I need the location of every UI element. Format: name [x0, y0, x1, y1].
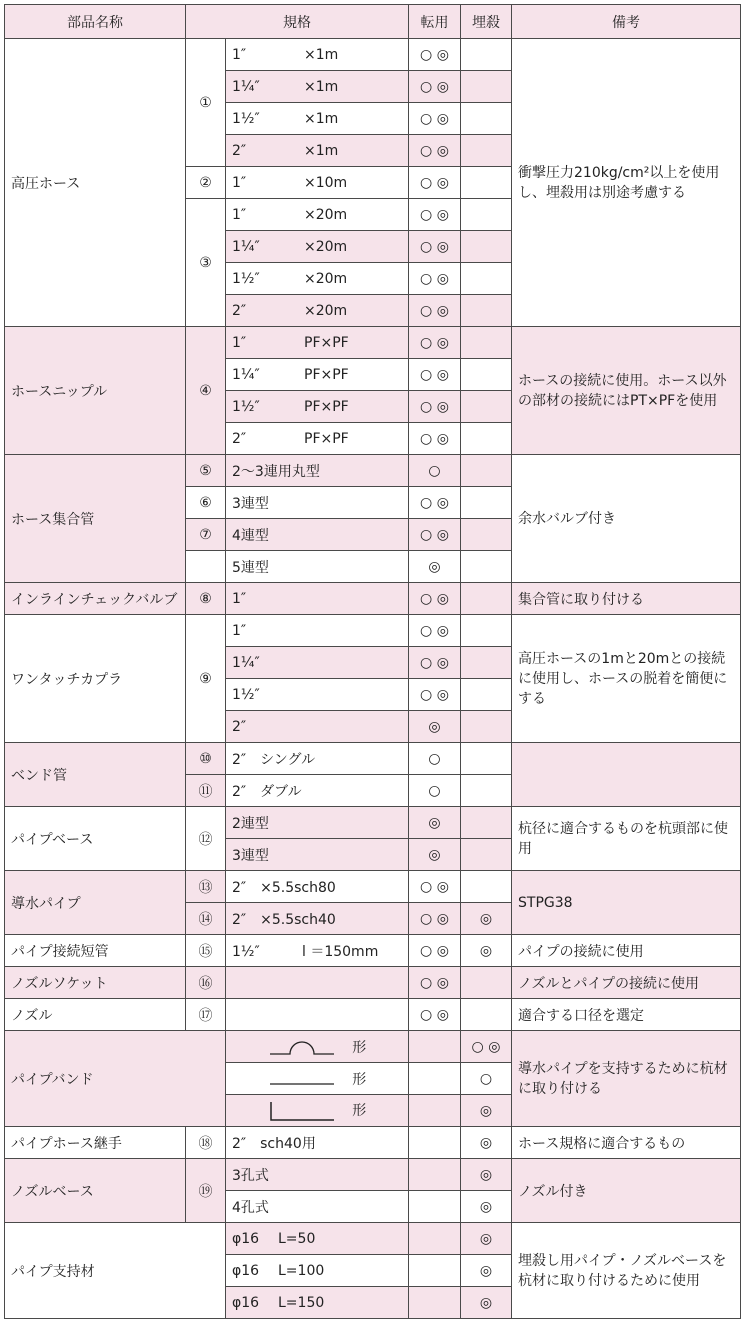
reuse-cell: ○ ◎: [409, 423, 461, 455]
spec-cell: 2″ シングル: [226, 743, 409, 775]
table-row: [5, 807, 741, 839]
part-number: ⑮: [186, 935, 226, 967]
reuse-cell: ○ ◎: [409, 999, 461, 1031]
bury-cell: [461, 743, 512, 775]
header-row: [5, 5, 741, 39]
part-number: ④: [186, 327, 226, 455]
table-row: [5, 1031, 741, 1063]
bury-cell: ◎: [461, 1159, 512, 1191]
part-number: ⑫: [186, 807, 226, 871]
part-name-pipe-support: パイプ支持材: [5, 1223, 226, 1319]
angle-band-shape-icon: [268, 1100, 336, 1122]
part-number: ⑬: [186, 871, 226, 903]
reuse-cell: ○ ◎: [409, 295, 461, 327]
part-number: ⑦: [186, 519, 226, 551]
spec-cell: 2連型: [226, 807, 409, 839]
reuse-cell: ◎: [409, 839, 461, 871]
spec-cell: 2″ ×5.5sch40: [226, 903, 409, 935]
part-name-bend: ベンド管: [5, 743, 186, 807]
reuse-cell: ○ ◎: [409, 103, 461, 135]
part-name-hose-manifold: ホース集合管: [5, 455, 186, 583]
part-name-hose-joint: パイプホース継手: [5, 1127, 186, 1159]
bury-cell: ◎: [461, 1255, 512, 1287]
bury-cell: ◎: [461, 1095, 512, 1127]
bury-cell: [461, 967, 512, 999]
table-row: [5, 327, 741, 359]
reuse-cell: ○: [409, 455, 461, 487]
part-name-nozzle: ノズル: [5, 999, 186, 1031]
reuse-cell: [409, 1223, 461, 1255]
reuse-cell: ○ ◎: [409, 231, 461, 263]
spec-cell: 1″ ×20m: [226, 199, 409, 231]
bury-cell: [461, 519, 512, 551]
spec-cell: 3連型: [226, 839, 409, 871]
part-name-pipe-base: パイプベース: [5, 807, 186, 871]
reuse-cell: ○ ◎: [409, 39, 461, 71]
reuse-cell: ○ ◎: [409, 199, 461, 231]
spec-cell: 2″ PF×PF: [226, 423, 409, 455]
bury-cell: [461, 551, 512, 583]
remark-short-pipe: パイプの接続に使用: [512, 935, 741, 967]
reuse-cell: ○ ◎: [409, 647, 461, 679]
spec-cell: 形: [226, 1063, 409, 1095]
spec-cell: 1¼″ ×20m: [226, 231, 409, 263]
spec-cell: 1½″ PF×PF: [226, 391, 409, 423]
remark-coupler: 高圧ホースの1mと20mとの接続に使用し、ホースの脱着を簡便にする: [512, 615, 741, 743]
reuse-cell: [409, 1287, 461, 1319]
arch-band-shape-icon: [268, 1040, 336, 1056]
part-number: ⑲: [186, 1159, 226, 1223]
spec-cell: [226, 967, 409, 999]
flat-band-shape-icon: [268, 1072, 336, 1088]
spec-cell: 2″ ×5.5sch80: [226, 871, 409, 903]
remark-nozzle: 適合する口径を選定: [512, 999, 741, 1031]
parts-table: [4, 4, 741, 1319]
table-row: [5, 871, 741, 903]
bury-cell: [461, 839, 512, 871]
bury-cell: [461, 295, 512, 327]
remark-pipe-support: 埋殺し用パイプ・ノズルベースを杭材に取り付けるために使用: [512, 1223, 741, 1319]
part-number: ①: [186, 39, 226, 167]
bury-cell: ◎: [461, 1127, 512, 1159]
remark-check-valve: 集合管に取り付ける: [512, 583, 741, 615]
bury-cell: ◎: [461, 1287, 512, 1319]
part-number: ⑱: [186, 1127, 226, 1159]
spec-cell: 1″ ×1m: [226, 39, 409, 71]
spec-cell: 1″ PF×PF: [226, 327, 409, 359]
table-row: [5, 935, 741, 967]
part-name-drain-pipe: 導水パイプ: [5, 871, 186, 935]
bury-cell: [461, 103, 512, 135]
reuse-cell: ○ ◎: [409, 679, 461, 711]
spec-cell: φ16 L=150: [226, 1287, 409, 1319]
part-name-hose-nipple: ホースニップル: [5, 327, 186, 455]
header-bury: 埋殺: [461, 5, 512, 39]
bury-cell: [461, 231, 512, 263]
spec-cell: 1¼″ ×1m: [226, 71, 409, 103]
remark-hose-manifold: 余水バルブ付き: [512, 455, 741, 583]
spec-cell: 2″ ×20m: [226, 295, 409, 327]
spec-cell: 3連型: [226, 487, 409, 519]
part-name-nozzle-base: ノズルベース: [5, 1159, 186, 1223]
part-number: ②: [186, 167, 226, 199]
bury-cell: [461, 135, 512, 167]
spec-cell: 3孔式: [226, 1159, 409, 1191]
bury-cell: [461, 423, 512, 455]
bury-cell: ◎: [461, 935, 512, 967]
table-row: [5, 999, 741, 1031]
remark-hose-nipple: ホースの接続に使用。ホース以外の部材の接続にはPT×PFを使用: [512, 327, 741, 455]
bury-cell: ◎: [461, 1223, 512, 1255]
bury-cell: [461, 583, 512, 615]
spec-cell: 4連型: [226, 519, 409, 551]
spec-cell: 形: [226, 1095, 409, 1127]
bury-cell: ○: [461, 1063, 512, 1095]
reuse-cell: ○ ◎: [409, 135, 461, 167]
reuse-cell: ◎: [409, 551, 461, 583]
part-name-high-pressure-hose: 高圧ホース: [5, 39, 186, 327]
spec-cell: 2〜3連用丸型: [226, 455, 409, 487]
spec-cell: 1¼″ PF×PF: [226, 359, 409, 391]
table-row: [5, 743, 741, 775]
spec-cell: 1½″ ×1m: [226, 103, 409, 135]
part-number: ⑧: [186, 583, 226, 615]
part-number: ⑪: [186, 775, 226, 807]
spec-cell: 1″: [226, 583, 409, 615]
reuse-cell: [409, 1191, 461, 1223]
remark-bend: [512, 743, 741, 807]
part-name-pipe-band: パイプバンド: [5, 1031, 226, 1127]
bury-cell: [461, 167, 512, 199]
header-remarks: 備考: [512, 5, 741, 39]
part-number: ⑥: [186, 487, 226, 519]
spec-cell: 2″ ×1m: [226, 135, 409, 167]
bury-cell: ○ ◎: [461, 1031, 512, 1063]
spec-cell: 4孔式: [226, 1191, 409, 1223]
bury-cell: ◎: [461, 1191, 512, 1223]
part-number: ⑩: [186, 743, 226, 775]
header-reuse: 転用: [409, 5, 461, 39]
bury-cell: [461, 711, 512, 743]
part-number: ⑤: [186, 455, 226, 487]
spec-cell: 1½″ ×20m: [226, 263, 409, 295]
table-row: [5, 583, 741, 615]
spec-cell: 1½″ l ＝150mm: [226, 935, 409, 967]
part-name-check-valve: インラインチェックバルブ: [5, 583, 186, 615]
remark-high-pressure-hose: 衝撃圧力210kg/cm²以上を使用し、埋殺用は別途考慮する: [512, 39, 741, 327]
remark-nozzle-socket: ノズルとパイプの接続に使用: [512, 967, 741, 999]
reuse-cell: ○: [409, 743, 461, 775]
reuse-cell: ◎: [409, 807, 461, 839]
spec-cell: 1″ ×10m: [226, 167, 409, 199]
spec-cell: 1″: [226, 615, 409, 647]
reuse-cell: ○ ◎: [409, 391, 461, 423]
reuse-cell: ○ ◎: [409, 615, 461, 647]
reuse-cell: ○ ◎: [409, 487, 461, 519]
reuse-cell: ○ ◎: [409, 71, 461, 103]
bury-cell: [461, 615, 512, 647]
reuse-cell: ◎: [409, 711, 461, 743]
reuse-cell: [409, 1127, 461, 1159]
spec-cell: φ16 L=100: [226, 1255, 409, 1287]
remark-pipe-base: 杭径に適合するものを杭頭部に使用: [512, 807, 741, 871]
bury-cell: [461, 807, 512, 839]
bury-cell: [461, 487, 512, 519]
remark-nozzle-base: ノズル付き: [512, 1159, 741, 1223]
reuse-cell: ○ ◎: [409, 871, 461, 903]
bury-cell: [461, 999, 512, 1031]
reuse-cell: ○ ◎: [409, 583, 461, 615]
bury-cell: [461, 327, 512, 359]
reuse-cell: ○ ◎: [409, 903, 461, 935]
reuse-cell: ○ ◎: [409, 327, 461, 359]
reuse-cell: [409, 1063, 461, 1095]
bury-cell: [461, 679, 512, 711]
part-number: ⑨: [186, 615, 226, 743]
reuse-cell: [409, 1255, 461, 1287]
part-number: ⑯: [186, 967, 226, 999]
header-name: 部品名称: [5, 5, 186, 39]
table-row: [5, 1159, 741, 1191]
reuse-cell: ○: [409, 775, 461, 807]
spec-cell: 1½″: [226, 679, 409, 711]
remark-drain-pipe: STPG38: [512, 871, 741, 935]
bury-cell: [461, 199, 512, 231]
reuse-cell: [409, 1031, 461, 1063]
spec-cell: 2″ ダブル: [226, 775, 409, 807]
spec-cell: φ16 L=50: [226, 1223, 409, 1255]
bury-cell: [461, 871, 512, 903]
table-row: [5, 615, 741, 647]
remark-hose-joint: ホース規格に適合するもの: [512, 1127, 741, 1159]
spec-cell: [226, 999, 409, 1031]
spec-cell: 2″: [226, 711, 409, 743]
part-name-nozzle-socket: ノズルソケット: [5, 967, 186, 999]
part-number: [186, 551, 226, 583]
bury-cell: [461, 71, 512, 103]
bury-cell: [461, 455, 512, 487]
part-number: ⑰: [186, 999, 226, 1031]
reuse-cell: ○ ◎: [409, 935, 461, 967]
spec-cell: 1¼″: [226, 647, 409, 679]
bury-cell: [461, 775, 512, 807]
reuse-cell: ○ ◎: [409, 967, 461, 999]
reuse-cell: ○ ◎: [409, 519, 461, 551]
bury-cell: [461, 391, 512, 423]
table-row: [5, 455, 741, 487]
bury-cell: ◎: [461, 903, 512, 935]
part-number: ③: [186, 199, 226, 327]
part-name-short-pipe: パイプ接続短管: [5, 935, 186, 967]
bury-cell: [461, 359, 512, 391]
header-spec: 規格: [186, 5, 409, 39]
reuse-cell: [409, 1095, 461, 1127]
part-number: ⑭: [186, 903, 226, 935]
reuse-cell: ○ ◎: [409, 167, 461, 199]
part-name-coupler: ワンタッチカプラ: [5, 615, 186, 743]
table-row: [5, 1223, 741, 1255]
reuse-cell: ○ ◎: [409, 263, 461, 295]
remark-pipe-band: 導水パイプを支持するために杭材に取り付ける: [512, 1031, 741, 1127]
reuse-cell: [409, 1159, 461, 1191]
bury-cell: [461, 39, 512, 71]
table-row: [5, 39, 741, 71]
spec-cell: 2″ sch40用: [226, 1127, 409, 1159]
spec-cell: 形: [226, 1031, 409, 1063]
bury-cell: [461, 263, 512, 295]
bury-cell: [461, 647, 512, 679]
spec-cell: 5連型: [226, 551, 409, 583]
reuse-cell: ○ ◎: [409, 359, 461, 391]
table-row: [5, 967, 741, 999]
table-row: [5, 1127, 741, 1159]
